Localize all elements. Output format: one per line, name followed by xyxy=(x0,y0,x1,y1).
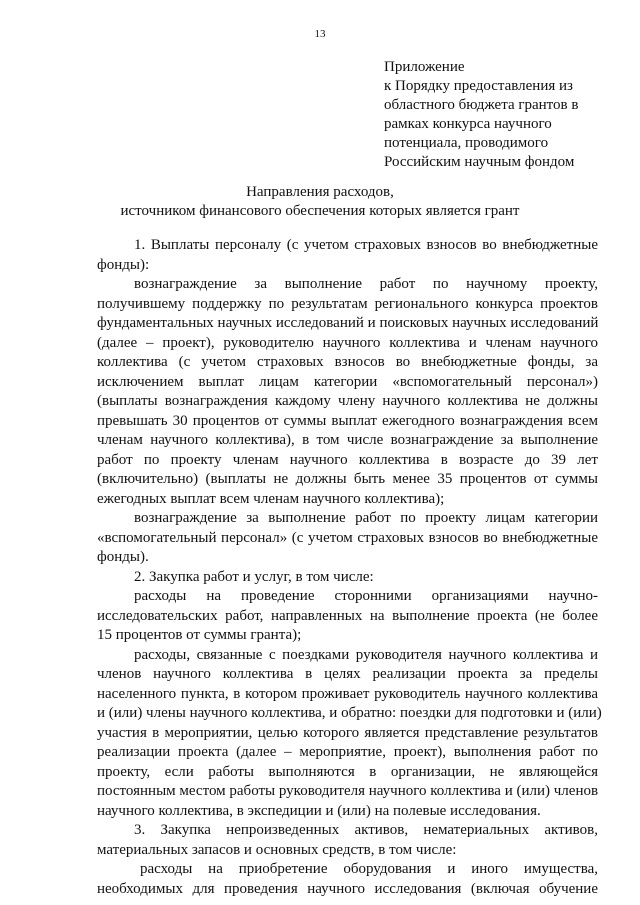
body-line: вознаграждение за выполнение работ по проекту лицам категории xyxy=(134,510,598,526)
body-line: 3. Закупка непроизведенных активов, нематериальных активов, xyxy=(134,822,598,838)
title-line: Направления расходов, xyxy=(246,184,394,200)
body-line: научного коллектива, в экспедиции и (или) на полевые исследования. xyxy=(97,802,541,819)
body-line: 15 процентов от суммы гранта); xyxy=(97,627,302,643)
appendix-header xyxy=(384,58,624,172)
body-line: вознаграждение за выполнение работ по научному проекту, xyxy=(134,276,598,292)
body-line: населенного пункта, в котором проживает руководитель научного коллектива xyxy=(97,685,598,702)
body-line: и (или) члены научного коллектива, и обратно: поездки для подготовки и (или) xyxy=(97,705,602,721)
document-title xyxy=(0,183,640,221)
body-line: «вспомогательный персонал» (с учетом страховых взносов во внебюджетные xyxy=(97,529,598,546)
body-line: реализации проекта (далее – мероприятие, проект), выполнения работ по xyxy=(97,744,598,760)
page-number: 13 xyxy=(314,28,326,40)
appendix-line: к Порядку предоставления из xyxy=(384,78,573,94)
appendix-line: Приложение xyxy=(384,59,465,75)
appendix-line: областного бюджета грантов в xyxy=(384,97,579,113)
body-line: членам научного коллектива), в том числе вознаграждение за выполнение xyxy=(97,432,598,448)
body-line: фонды): xyxy=(97,256,150,273)
body-line: проекту, если работы выполняются в организации, не являющейся xyxy=(97,763,598,780)
body-line: участия в мероприятии, целью которого является представление результатов xyxy=(97,724,598,741)
body-line: исключением выплат лицам категории «вспомогательный персонал») xyxy=(97,373,598,390)
body-line: коллектива (с учетом страховых взносов во внебюджетные фонды, за xyxy=(97,354,598,370)
body-line: 1. Выплаты персоналу (с учетом страховых взносов во внебюджетные xyxy=(134,237,598,253)
appendix-line: Российским научным фондом xyxy=(384,154,575,170)
body-line: членов научного коллектива в целях реализации проекта за пределы xyxy=(97,666,598,682)
body-line: фонды). xyxy=(97,549,149,565)
body-line: расходы на проведение сторонними организациями научно- xyxy=(134,588,598,604)
body-line: расходы, связанные с поездками руководителя научного коллектива и xyxy=(134,646,598,663)
body-line: получившему поддержку по результатам регионального конкурса проектов xyxy=(97,295,598,312)
body-line: превышать 30 процентов от суммы выплат ежегодного вознаграждения всем xyxy=(97,412,598,429)
appendix-line: потенциала, проводимого xyxy=(384,135,549,151)
body-line: фундаментальных научных исследований и поисковых научных исследований xyxy=(97,315,599,331)
body-line: постоянным местом работы руководителя научного коллектива и (или) членов xyxy=(97,783,599,799)
body-line: расходы на приобретение оборудования и иного имущества, xyxy=(140,861,598,877)
body-line: 2. Закупка работ и услуг, в том числе: xyxy=(134,568,374,585)
body-line: ежегодных выплат всем членам научного коллектива); xyxy=(97,490,445,507)
body-line: материальных запасов и основных средств, в том числе: xyxy=(97,841,457,858)
body-line: работ по проекту членам научного коллектива в возрасте до 39 лет xyxy=(97,451,598,468)
body-line: (выплаты вознаграждения каждому члену научного коллектива не должны xyxy=(97,393,598,409)
title-line: источником финансового обеспечения которых является грант xyxy=(120,203,520,219)
body-line: исследовательских работ, направленных на выполнение проекта (не более xyxy=(97,607,598,624)
document-body xyxy=(97,236,602,899)
body-line: (включительно) (выплаты не должны быть менее 35 процентов от суммы xyxy=(97,471,598,487)
body-line: необходимых для проведения научного исследования (включая обучение xyxy=(97,880,598,897)
body-line: (далее – проект), руководителю научного коллектива и членам научного xyxy=(97,334,598,351)
appendix-line: рамках конкурса научного xyxy=(384,116,552,132)
